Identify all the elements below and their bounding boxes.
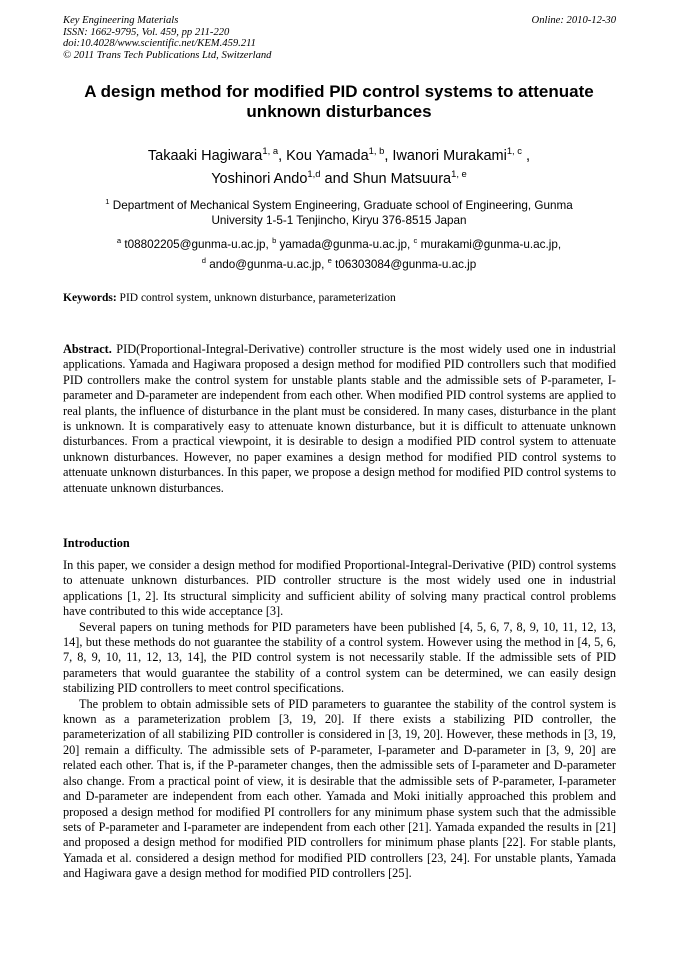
email-line-2 [40,255,638,275]
title-line-2: unknown disturbances [246,102,432,121]
email-d[interactable]: ando@gunma-u.ac.jp, [205,258,328,271]
email-mark: a [116,236,122,246]
doi-line: doi:10.4028/www.scientific.net/KEM.459.211 [63,38,256,50]
author-line-1 [40,145,638,168]
author-name: Kou Yamada [286,148,369,164]
title-line-1: A design method for modified PID control systems to attenuate [84,82,594,101]
affiliation-line-2: University 1-5-1 Tenjincho, Kiryu 376-8515 Japan [211,213,467,227]
affiliation-mark: 1 [105,197,110,207]
email-c[interactable]: murakami@gunma-u.ac.jp, [417,238,562,251]
author-sep: and [320,171,353,187]
email-mark: e [327,256,332,266]
intro-paragraph-1: In this paper, we consider a design method for modified Proportional-Integral-Derivative (PID) control systems to attenuate unknown disturbances. PID controller structure is the most widely used one in industrial applications [1, 2]. Its structural simplicity and sufficient ability of solving many practical control problems have contributed to this wide acceptance [3]. [63,558,616,619]
abstract-label: Abstract. [63,342,112,356]
abstract-section [63,342,616,496]
author-affil-mark: 1, b [368,145,385,157]
journal-name: Key Engineering Materials [63,15,179,26]
email-a[interactable]: t08802205@gunma-u.ac.jp, [121,238,273,251]
author-affil-mark: 1, a [262,145,279,157]
author-name: Yoshinori Ando [211,171,308,187]
affiliation-text: Department of Mechanical System Engineering, Graduate school of Engineering, Gunma [109,199,573,212]
online-date: Online: 2010-12-30 [531,15,616,26]
affiliation-line-1 [40,199,638,214]
issn-line: ISSN: 1662-9795, Vol. 459, pp 211-220 [63,26,230,38]
intro-paragraph-2: Several papers on tuning methods for PID parameters have been published [4, 5, 6, 7, 8, 9, 10, 11, 12, 13, 14], but these methods do not guarantee the stability of a control system. However using the method in [4, 5, 6, 7, 8, 9, 10, 11, 12, 13, 14], the PID control system is not necessarily stable. If the admissible sets of PID parameters that would guarantee the stability of a control system can be determined, we can easily design stabilizing PID controllers to meet control specifications. [63,619,616,696]
author-line-2 [40,168,638,191]
author-name: Takaaki Hagiwara [147,148,263,164]
email-mark: c [413,236,418,246]
author-sep: , [384,148,393,164]
email-e[interactable]: t06303084@gunma-u.ac.jp [331,258,477,271]
intro-paragraph-3: The problem to obtain admissible sets of PID parameters to guarantee the stability of the control system is known as a parameterization problem [3, 19, 20]. If there exists a stabilizing PID controller, the parameterization of all stabilizing PID controller is considered in [3, 19, 20]. However, these methods in [3, 19, 20] remain a difficulty. The admissible sets of P-parameter, I-parameter and D-parameter in [3, 9, 20] are related each other. That is, if the P-parameter changes, then the admissible sets of I-parameter and D-parameter also change. From a practical point of view, it is desirable that the admissible sets of P-parameter, I-parameter and D-parameter are independent from each other. Yamada and Moki initially approached this problem and proposed a design method for modified PI controllers for any minimum phase system such that the admissible sets of P-parameter and I-parameter are independent from each other [21]. Yamada expanded the results in [21] and proposed a design method for modified PID controllers for minimum phase plants [22]. For stable plants, Yamada et al. considered a design method for modified PID controllers [23, 24]. For unstable plants, Yamada and Hagiwara gave a design method for modified PID controllers [25]. [63,696,616,881]
email-mark: d [201,256,206,266]
author-name: Shun Matsuura [352,171,452,187]
journal-header [63,15,616,61]
author-affil-mark: 1, e [451,168,467,180]
introduction-section [63,558,616,882]
copyright-line: © 2011 Trans Tech Publications Ltd, Switzerland [63,49,272,61]
section-heading-introduction: Introduction [63,536,130,550]
author-affil-mark: 1, c [506,145,522,157]
email-list [40,235,638,275]
email-mark: b [272,236,277,246]
affiliation [40,199,638,228]
paper-title [50,82,628,122]
keywords [63,291,616,305]
keywords-text: PID control system, unknown disturbance, parameterization [116,292,396,304]
email-b[interactable]: yamada@gunma-u.ac.jp, [276,238,414,251]
keywords-label: Keywords: [63,292,117,304]
abstract-paragraph [63,342,616,496]
author-sep: , [278,148,287,164]
author-sep: , [522,148,531,164]
author-affil-mark: 1,d [307,168,321,180]
author-list [40,145,638,191]
author-name: Iwanori Murakami [392,148,507,164]
email-line-1 [40,235,638,255]
abstract-text: PID(Proportional-Integral-Derivative) controller structure is the most widely used one in industrial applications. Yamada and Hagiwara proposed a design method for modified PID controllers such that modified PID controllers make the control system for unstable plants stable and the admissible sets of P-parameter, I-parameter and D-parameter are independent from each other. When modified PID control systems are applied to real plants, the influence of disturbance in the plant must be considered. In many cases, disturbance in the plant is unknown. It is comparatively easy to attenuate known disturbance, but it is difficult to attenuate unknown disturbances. From a practical viewpoint, it is desirable to design a modified PID control system to attenuate unknown disturbances. However, no paper examines a design method for modified PID control systems to attenuate unknown disturbances. In this paper, we propose a design method for modified PID control systems to attenuate unknown disturbances. [63,342,616,495]
